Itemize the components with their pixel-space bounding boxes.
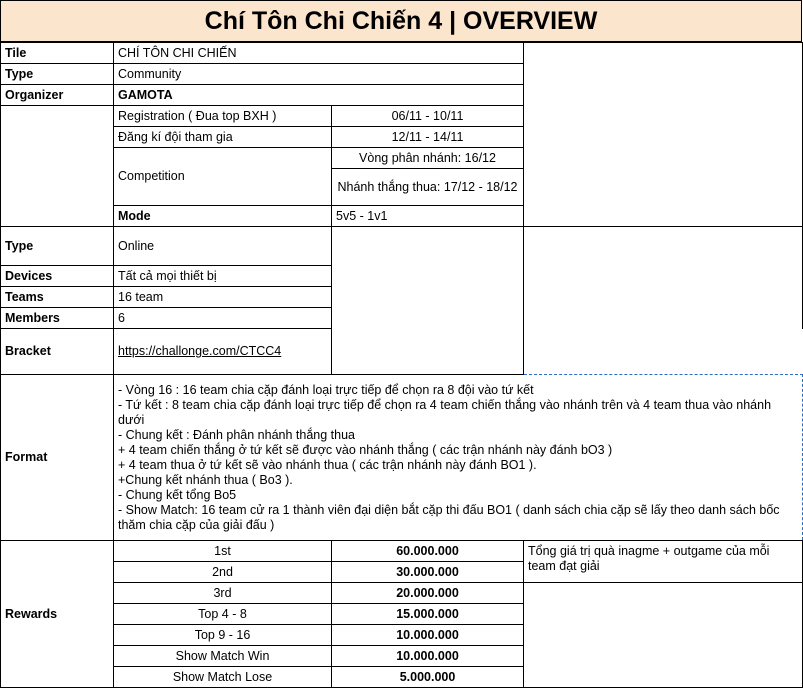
reward-place[interactable]: Top 4 - 8: [114, 604, 332, 625]
format-label: Format: [1, 375, 114, 541]
format-line: - Vòng 16 : 16 team chia cặp đánh loại trực tiếp để chọn ra 8 đội vào tứ kết: [118, 382, 534, 397]
tile-label: Tile: [1, 43, 114, 64]
branch-stage-value[interactable]: Vòng phân nhánh: 16/12: [332, 148, 524, 169]
reward-place[interactable]: Top 9 - 16: [114, 625, 332, 646]
devices-value[interactable]: Tất cả mọi thiết bị: [114, 266, 332, 287]
reward-place[interactable]: 2nd: [114, 562, 332, 583]
tile-value[interactable]: CHÍ TÔN CHI CHIẾN: [114, 43, 524, 64]
reward-row: [1, 583, 803, 604]
blank-right-bottom: [524, 583, 803, 688]
devices-label: Devices: [1, 266, 114, 287]
rewards-label: Rewards: [1, 541, 114, 688]
members-value[interactable]: 6: [114, 308, 332, 329]
blank-right-top: [524, 43, 803, 227]
competition-label[interactable]: Competition: [114, 148, 332, 206]
teams-value[interactable]: 16 team: [114, 287, 332, 308]
overview-table: [0, 42, 803, 688]
winlose-stage-value[interactable]: Nhánh thắng thua: 17/12 - 18/12: [332, 169, 524, 206]
reward-amount[interactable]: 60.000.000: [332, 541, 524, 562]
mode-value[interactable]: 5v5 - 1v1: [332, 206, 524, 227]
organizer-label: Organizer: [1, 85, 114, 106]
reward-place[interactable]: 3rd: [114, 583, 332, 604]
team-registration-label[interactable]: Đăng kí đội tham gia: [114, 127, 332, 148]
reward-place[interactable]: Show Match Lose: [114, 667, 332, 688]
bracket-label: Bracket: [1, 329, 114, 375]
teams-label: Teams: [1, 287, 114, 308]
format-line: - Show Match: 16 team cử ra 1 thành viên đại diện bắt cặp thi đấu BO1 ( danh sách chia cặp sẽ lấy theo danh sách bốc thăm chia cặp của giải đấu ): [118, 502, 780, 532]
reward-amount[interactable]: 10.000.000: [332, 646, 524, 667]
page-title: Chí Tôn Chi Chiến 4 | OVERVIEW: [0, 0, 802, 42]
reward-place[interactable]: Show Match Win: [114, 646, 332, 667]
bracket-link-cell: [114, 329, 524, 375]
row-bracket: [1, 329, 803, 375]
reward-amount[interactable]: 15.000.000: [332, 604, 524, 625]
reward-amount[interactable]: 30.000.000: [332, 562, 524, 583]
row-tile: [1, 43, 803, 64]
format-line: + 4 team chiến thắng ở tứ kết sẽ được vào nhánh thắng ( các trận nhánh này đánh bO3 ): [118, 442, 613, 457]
organizer-value[interactable]: GAMOTA: [114, 85, 524, 106]
reward-amount[interactable]: 5.000.000: [332, 667, 524, 688]
reward-row: [1, 541, 803, 562]
registration-label[interactable]: Registration ( Đua top BXH ): [114, 106, 332, 127]
format-line: - Tứ kết : 8 team chia cặp đánh loại trực tiếp để chọn ra 4 team chiến thắng vào nhánh trên và 4 team thua vào nhánh dưới: [118, 397, 772, 427]
registration-value[interactable]: 06/11 - 10/11: [332, 106, 524, 127]
type2-value[interactable]: Online: [114, 227, 332, 266]
type-label: Type: [1, 64, 114, 85]
reward-place[interactable]: 1st: [114, 541, 332, 562]
mode-label: Mode: [114, 206, 332, 227]
bracket-link[interactable]: https://challonge.com/CTCC4: [118, 344, 282, 358]
format-line: - Chung kết tổng Bo5: [118, 487, 237, 502]
team-registration-value[interactable]: 12/11 - 14/11: [332, 127, 524, 148]
row-type-online: [1, 227, 803, 266]
format-text[interactable]: [114, 375, 803, 541]
row-format: [1, 375, 803, 541]
format-line: - Chung kết : Đánh phân nhánh thắng thua: [118, 427, 355, 442]
members-label: Members: [1, 308, 114, 329]
reward-amount[interactable]: 20.000.000: [332, 583, 524, 604]
type-value[interactable]: Community: [114, 64, 524, 85]
type2-label: Type: [1, 227, 114, 266]
format-line: +Chung kết nhánh thua ( Bo3 ).: [118, 472, 293, 487]
rewards-note[interactable]: Tổng giá trị quà inagme + outgame của mỗi team đạt giải: [524, 541, 803, 583]
format-line: + 4 team thua ở tứ kết sẽ vào nhánh thua ( các trận nhánh này đánh BO1 ).: [118, 457, 537, 472]
schedule-label-cell: [1, 106, 114, 227]
reward-amount[interactable]: 10.000.000: [332, 625, 524, 646]
